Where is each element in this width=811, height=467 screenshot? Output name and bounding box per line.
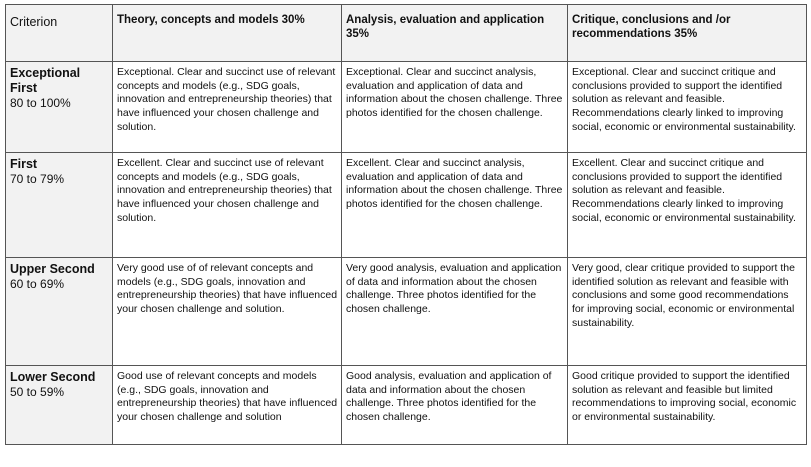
critique-description: Very good, clear critique provided to support the identified solution as relevant and feasible with conclusions and some good recommendations for improving social, economic or environmental sustainability. (572, 262, 795, 329)
analysis-cell (342, 366, 568, 445)
table-row-upper-second (6, 258, 807, 366)
critique-cell (568, 62, 807, 153)
theory-description: Exceptional. Clear and succinct use of relevant concepts and models (e.g., SDG goals, innovation and entrepreneurship theories) that have influenced your chosen challenge and solution. (117, 66, 336, 133)
critique-cell (568, 366, 807, 445)
table-row-first (6, 153, 807, 258)
critique-cell (568, 258, 807, 366)
theory-description: Good use of relevant concepts and models (e.g., SDG goals, innovation and entrepreneurship theories) that have influenced your chosen challenge and solution (117, 370, 338, 423)
grade-cell (6, 153, 113, 258)
marking-rubric-table (5, 4, 807, 445)
theory-column-header: Theory, concepts and models 30% (117, 14, 305, 26)
grade-cell (6, 258, 113, 366)
critique-description: Good critique provided to support the identified solution as relevant and feasible but limited recommendations to improving social, economic or environmental sustainability. (572, 370, 797, 423)
critique-cell (568, 153, 807, 258)
header-row (6, 5, 807, 62)
grade-range: 70 to 79% (10, 172, 65, 186)
table-row-exceptional-first (6, 62, 807, 153)
critique-column-header: Critique, conclusions and /or recommendations 35% (572, 14, 731, 41)
grade-range: 50 to 59% (10, 385, 65, 399)
analysis-description: Excellent. Clear and succinct analysis, evaluation and application of data and information about the chosen challenge. Three photos identified for the chosen challenge. (346, 157, 563, 210)
theory-description: Excellent. Clear and succinct use of relevant concepts and models (e.g., SDG goals, innovation and entrepreneurship theories) that have influenced your chosen challenge and solution. (117, 157, 332, 224)
theory-cell (113, 366, 342, 445)
critique-header-cell (568, 5, 807, 62)
grade-name: Lower Second (10, 370, 96, 384)
critique-description: Exceptional. Clear and succinct critique and conclusions provided to support the identified solution as relevant and feasible. Recommendations clearly linked to improving social, economic or environmental sustainability. (572, 66, 796, 133)
grade-range: 80 to 100% (10, 96, 71, 110)
criterion-header-cell (6, 5, 113, 62)
analysis-description: Good analysis, evaluation and application of data and information about the chosen challenge. Three photos identified for the chosen challenge. (346, 370, 552, 423)
analysis-description: Exceptional. Clear and succinct analysis, evaluation and application of data and information about the chosen challenge. Three photos identified for the chosen challenge. (346, 66, 563, 119)
theory-cell (113, 258, 342, 366)
theory-description: Very good use of of relevant concepts and models (e.g., SDG goals, innovation and entrepreneurship theories) that have influenced your chosen challenge and solution. (117, 262, 338, 315)
analysis-cell (342, 153, 568, 258)
criterion-header: Criterion (10, 15, 58, 29)
theory-header-cell (113, 5, 342, 62)
grade-name: Upper Second (10, 262, 95, 276)
analysis-cell (342, 258, 568, 366)
grade-name: First (10, 157, 38, 171)
critique-description: Excellent. Clear and succinct critique and conclusions provided to support the identified solution as relevant and feasible. Recommendations clearly linked to improving social, economic or environmental sustainability. (572, 157, 796, 224)
grade-cell (6, 366, 113, 445)
theory-cell (113, 153, 342, 258)
analysis-cell (342, 62, 568, 153)
grade-cell (6, 62, 113, 153)
grade-name: Exceptional First (10, 66, 81, 95)
grade-range: 60 to 69% (10, 277, 65, 291)
theory-cell (113, 62, 342, 153)
analysis-header-cell (342, 5, 568, 62)
analysis-column-header: Analysis, evaluation and application 35% (346, 14, 545, 41)
table-row-lower-second (6, 366, 807, 445)
analysis-description: Very good analysis, evaluation and application of data and information about the chosen challenge. Three photos identified for the chosen challenge. (346, 262, 562, 315)
